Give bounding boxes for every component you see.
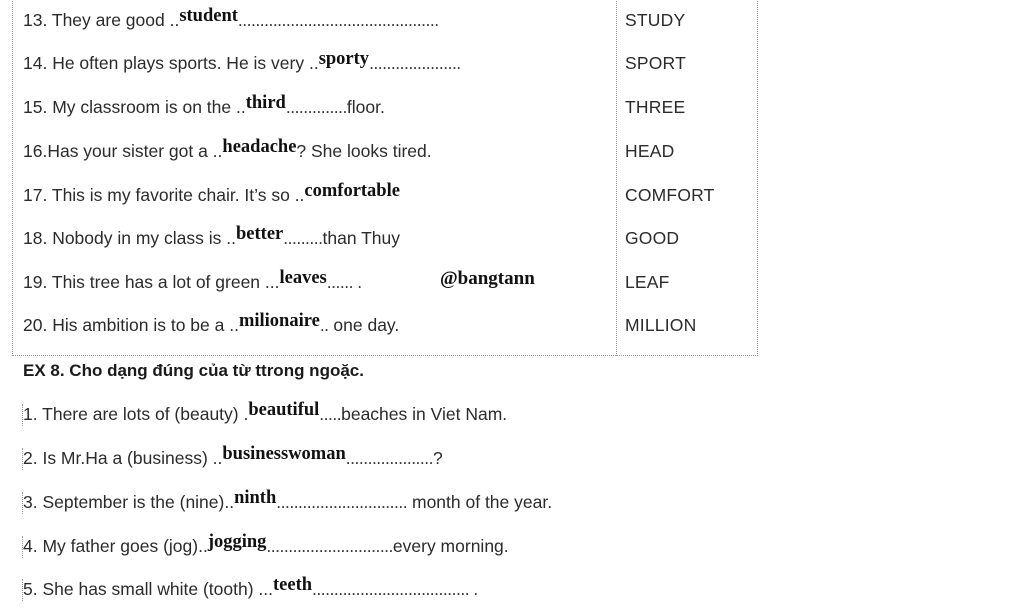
- answer-word: businesswoman: [222, 444, 346, 464]
- answer-dots: ..............................: [276, 492, 408, 512]
- answer-dots: .....: [319, 404, 342, 424]
- answer-dots: ....................: [345, 448, 434, 468]
- table-row: [0, 223, 1024, 253]
- answer-word: third: [245, 93, 286, 113]
- sentence-prefix: 17. This is my favorite chair. It’s so ..: [23, 185, 305, 205]
- exercise-item: [0, 487, 1024, 517]
- answer-word: jogging: [207, 532, 267, 552]
- sentence: [23, 443, 443, 474]
- exercise-item: [0, 531, 1024, 561]
- sentence: [23, 267, 362, 298]
- answer-word: headache: [222, 137, 297, 157]
- sentence-suffix: beaches in Viet Nam.: [341, 404, 508, 424]
- sentence-suffix: floor.: [346, 97, 385, 117]
- sentence-suffix: than Thuy: [322, 228, 401, 248]
- table-row: [0, 136, 1024, 166]
- sentence: [23, 399, 507, 430]
- root-word: STUDY: [625, 10, 686, 30]
- root-word: GOOD: [625, 228, 680, 248]
- answer-dots: .................................... .: [312, 579, 478, 599]
- sentence: [23, 487, 552, 518]
- root-word: LEAF: [625, 272, 670, 292]
- sentence-prefix: 18. Nobody in my class is ..: [23, 228, 236, 248]
- answer-word: beautiful: [248, 400, 320, 420]
- answer-dots: .....................: [369, 53, 461, 73]
- answer-word: milionaire: [238, 311, 320, 331]
- table-row: [0, 5, 1024, 35]
- sentence-prefix: 2. Is Mr.Ha a (business) ..: [23, 448, 223, 468]
- sentence-prefix: 19. This tree has a lot of green ...: [23, 272, 280, 292]
- sentence-prefix: 20. His ambition is to be a ..: [23, 315, 239, 335]
- sentence-prefix: 14. He often plays sports. He is very ..: [23, 53, 319, 73]
- sentence-suffix: every morning.: [392, 536, 509, 556]
- answer-word: sporty: [318, 49, 370, 69]
- table-row: [0, 48, 1024, 78]
- answer-dots: .............................: [266, 536, 393, 556]
- answer-word: ninth: [234, 488, 277, 508]
- answer-dots: .........: [283, 228, 323, 248]
- answer-word: better: [236, 224, 284, 244]
- answer-word: student: [179, 6, 238, 26]
- exercise-item: [0, 443, 1024, 473]
- sentence: [23, 48, 461, 79]
- sentence: [23, 180, 400, 211]
- answer-word: comfortable: [304, 181, 400, 201]
- sentence: [23, 310, 399, 341]
- table-row: [0, 92, 1024, 122]
- root-word: MILLION: [625, 315, 697, 335]
- root-word: HEAD: [625, 141, 675, 161]
- sentence-suffix: one day.: [328, 315, 400, 335]
- sentence: [23, 531, 509, 562]
- sentence: [23, 136, 432, 167]
- answer-word: teeth: [272, 575, 313, 595]
- exercise-item: [0, 574, 1024, 604]
- table-row: [0, 180, 1024, 210]
- answer-dots: ..............: [285, 97, 347, 117]
- answer-dots: ...... .: [326, 272, 362, 292]
- exercise-item: [0, 399, 1024, 429]
- table-row: [0, 310, 1024, 340]
- sentence-suffix: ?: [433, 448, 443, 468]
- root-word: SPORT: [625, 53, 686, 73]
- sentence: [23, 223, 400, 254]
- sentence-prefix: 15. My classroom is on the ..: [23, 97, 246, 117]
- sentence-prefix: 3. September is the (nine)..: [23, 492, 235, 512]
- answer-dots: ..: [319, 315, 329, 335]
- sentence: [23, 5, 439, 36]
- sentence-prefix: 5. She has small white (tooth) ...: [23, 579, 273, 599]
- root-word: COMFORT: [625, 185, 715, 205]
- sentence-prefix: 4. My father goes (jog)..: [23, 536, 208, 556]
- answer-dots: ..............................................: [237, 10, 439, 30]
- sentence: [23, 574, 478, 605]
- sentence-suffix: month of the year.: [407, 492, 553, 512]
- answer-word: leaves: [279, 268, 327, 288]
- sentence: [23, 92, 385, 123]
- root-word: THREE: [625, 97, 686, 117]
- sentence-prefix: 1. There are lots of (beauty) .: [23, 404, 249, 424]
- watermark-username: @bangtann: [440, 268, 535, 289]
- sentence-suffix: ? She looks tired.: [296, 141, 432, 161]
- sentence-prefix: 13. They are good ..: [23, 10, 180, 30]
- exercise-title: EX 8. Cho dạng đúng của từ ttrong ngoặc.: [23, 361, 364, 380]
- sentence-prefix: 16.Has your sister got a ..: [23, 141, 223, 161]
